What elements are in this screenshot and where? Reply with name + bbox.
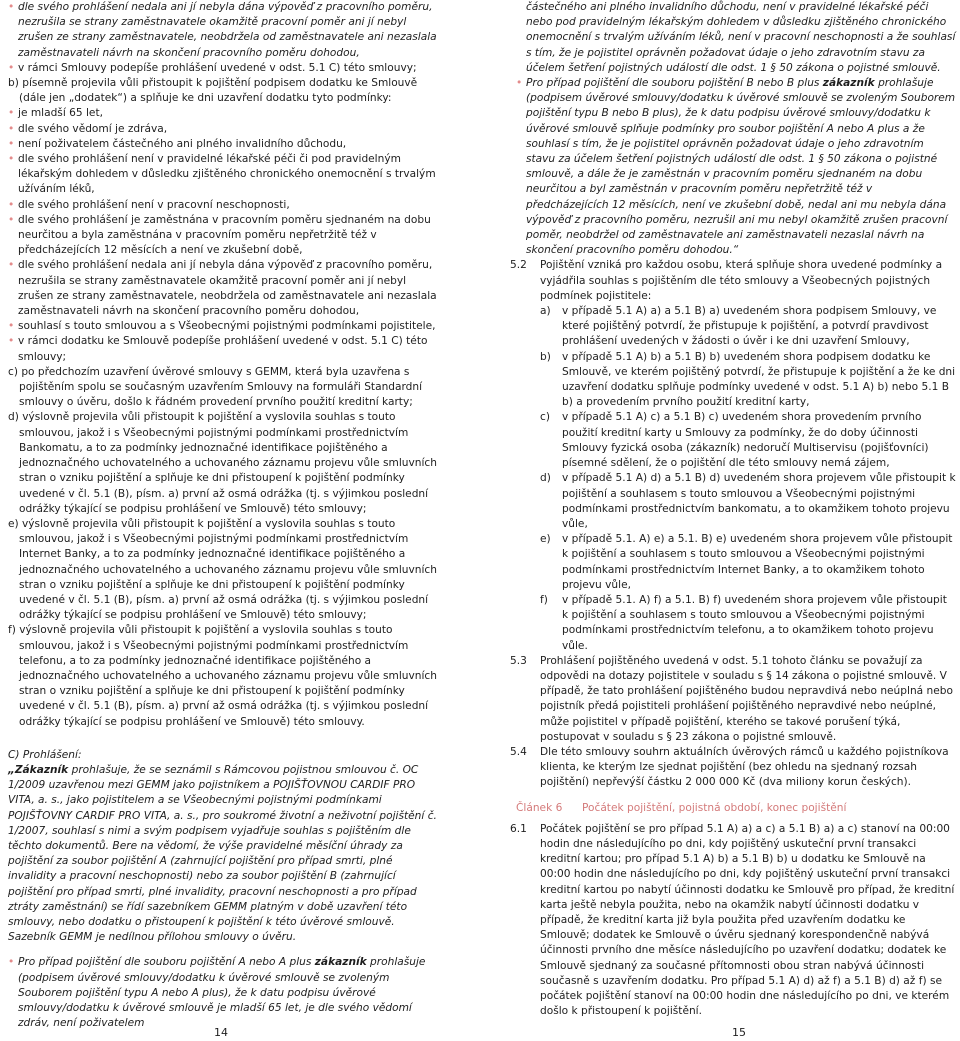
section-text bbox=[540, 258, 956, 653]
list-text: v případě 5.1 A) c) a 5.1 B) c) uvedeném shora provedením prvního použití kreditní karty u Smlouvy za podmínky, že do doby účinnosti Smlouvy fyzická osoba (zákazník) nedoručí Multiservisu (pojišťovníci) písemné sdělení, že o pojištění dle této smlouvy nemá zájem, bbox=[562, 411, 929, 470]
declaration-text bbox=[8, 763, 444, 945]
right-b-post: prohlašuje (podpisem úvěrové smlouvy/dodatku k úvěrové smlouvě se zvoleným Souborem pojištění typu B nebo B plus), že k datu podpisu úvěrové smlouvy/dodatku k úvěrové smlouvě splňuje podmínky pro soubor pojištění A nebo A plus a že souhlasí s tím, že je pojistitel oprávněn požadovat údaje o jeho zdravotním stavu za účelem šetření pojistných událostí dle odst. 1 § 50 zákona o pojistné smlouvě, a dále že je zaměstnán v pracovním poměru sjednaném na dobu neurčitou a byl zaměstnán v pracovním poměru nepřetržitě též v předcházejících 12 měsících, není ve zkušební době, nedal ani mu nebyla dána výpověď z pracovního poměru, nezrušil ani mu nebyl okamžitě zrušen pracovní poměr, neobdržel od zaměstnavatele ani zaměstnavateli nezaslal návrh na skončení pracovního poměru dohodou.“ bbox=[526, 77, 956, 257]
left-top-continuation: • dle svého prohlášení nedala ani jí nebyla dána výpověď z pracovního poměru, nezrušila se strany zaměstnavatele okamžitě pracovní poměr ani jí nebyl zrušen ze strany zaměstnavatele, neobdržela od zaměstnavatele ani nezaslala zaměstnavateli návrh na skončení pracovního poměru dohodou, bbox=[8, 0, 444, 61]
section-text: Počátek pojištění se pro případ 5.1 A) a) a c) a 5.1 B) a) a c) stanoví na 00:00 hodin dne následujícího po dni, kdy pojištěný uskuteční první transakci kreditní kartou; pro případ 5.1 A) b) a 5.1 B) b) u dodatku ke Smlouvě na 00:00 hodin dne následujícího po dni, kdy pojištěný uskuteční první transakci kreditní kartou po nabytí účinnosti dodatku ke Smlouvě pro případ, že kreditní karta ještě nebyla použita, nebo na okamžik nabytí účinnosti dodatku v případě, že kreditní karta již byla použita před uzavřením dodatku ke Smlouvě; dodatek ke Smlouvě o úvěru sjednaný korespondenčně nabývá účinnosti prvního dne měsíce následujícího po uzavření dodatku; dodatek ke Smlouvě sjednaný za současné přítomnosti obou stran nabývá účinnosti současně s uzavřením dodatku. Pro případ 5.1 A) d) až f) a 5.1 B) d) až f) se počátek pojištění stanoví na 00:00 hodin dne následujícího po dni, ve kterém došlo k přistoupení k pojištění. bbox=[540, 822, 955, 1018]
list-item: • dle svého prohlášení je zaměstnána v pracovním poměru sjednaném na dobu neurčitou a byla zaměstnána v pracovním poměru nepřetržitě též v předcházejících 12 měsících a není ve zkušební době, bbox=[8, 213, 444, 259]
list-text: v případě 5.1. A) f) a 5.1. B) f) uvedeném shora projevem vůle přistoupit k pojištění a souhlasem s touto smlouvou a Všeobecnými pojistnými podmínkami prostřednictvím telefonu, a to okamžikem tohoto projevu vůle. bbox=[562, 593, 947, 652]
list-letter: c) bbox=[540, 411, 550, 424]
left-item-f: f) výslovně projevila vůli přistoupit k pojištění a vyslovila souhlas s touto smlouvou, jakož i s Všeobecnými pojistnými podmínkami prostřednictvím telefonu, a to za podmínky jednoznačné identifikace pojištěného a jednoznačného uchovatelného a uchovaného záznamu projevu vůle smluvních stran o vzniku pojištění a splňuje ke dni přistoupení k pojištění podmínky uvedené v čl. 5.1 (B), písm. a) první až osmá odrážka (tj. s výjimkou poslední odrážky týkající se podpisu prohlášení ve Smlouvě) této smlouvy. bbox=[8, 624, 437, 728]
list-item bbox=[540, 593, 956, 654]
left-item-d: d) výslovně projevila vůli přistoupit k pojištění a vyslovila souhlas s touto smlouvou, jakož i s Všeobecnými pojistnými podmínkami prostřednictvím Bankomatu, a to za podmínky jednoznačné identifikace pojištěného a jednoznačného uchovatelného a uchovaného záznamu projevu vůle smluvních stran o vzniku pojištění a splňuje ke dni přistoupení k pojištění podmínky uvedené v čl. 5.1 (B), písm. a) první až osmá odrážka (tj. s výjimkou poslední odrážky týkající se podpisu prohlášení ve Smlouvě) této smlouvy; bbox=[8, 411, 437, 515]
section-number: 5.2 bbox=[510, 259, 527, 272]
section-5-2 bbox=[510, 258, 956, 653]
left-last-pre: Pro případ pojištění dle souboru pojištění A nebo A plus bbox=[18, 956, 315, 969]
list-item: • v rámci dodatku ke Smlouvě podepíše prohlášení uvedené v odst. 5.1 C) této smlouvy; bbox=[8, 334, 444, 364]
page-number-right: 15 bbox=[732, 1026, 746, 1039]
list-item: • dle svého prohlášení nedala ani jí nebyla dána výpověď z pracovního poměru, nezrušila se strany zaměstnavatele okamžitě pracovní poměr ani jí nebyl zrušen ze strany zaměstnavatele, neobdržela od zaměstnavatele ani nezaslala zaměstnavateli návrh na skončení pracovního poměru dohodou, bbox=[8, 258, 444, 319]
list-item: • dle svého prohlášení není v pravidelné lékařské péči či pod pravidelným lékařským dohledem v důsledku zjištěného chronického onemocnění s trvalým užíváním léků, bbox=[8, 152, 444, 198]
list-item: • dle svého prohlášení není v pracovní neschopnosti, bbox=[8, 198, 444, 213]
list-text: v případě 5.1 A) d) a 5.1 B) d) uvedeném shora projevem vůle přistoupit k pojištění a souhlasem s touto smlouvou a Všeobecnými pojistnými podmínkami prostřednictvím bankomatu, a to okamžikem tohoto projevu vůle, bbox=[562, 472, 956, 530]
list-item: • je mladší 65 let, bbox=[8, 106, 444, 121]
right-page bbox=[510, 0, 956, 1019]
left-last-bullet bbox=[8, 955, 444, 1031]
section-5-2-text: Pojištění vzniká pro každou osobu, která splňuje shora uvedené podmínky a vyjádřila souhlas s pojištěním dle této smlouvy a Všeobecných pojistných podmínek pojistitele: bbox=[540, 259, 943, 302]
right-top-continuation: částečného ani plného invalidního důchodu, není v pravidelné lékařské péči nebo pod pravidelným lékařským dohledem v důsledku zjištěného chronického onemocnění s trvalým užíváním léků, není v pracovní neschopnosti a že souhlasí s tím, že je pojistitel oprávněn požadovat údaje o jeho zdravotním stavu za účelem šetření pojistných událostí dle odst. 1 § 50 zákona o pojistné smlouvě. bbox=[526, 1, 956, 74]
section-number: 5.3 bbox=[510, 654, 527, 667]
list-item: • souhlasí s touto smlouvou a s Všeobecnými pojistnými podmínkami pojistitele, bbox=[8, 319, 444, 334]
right-b-bold: zákazník bbox=[822, 77, 875, 90]
left-last-post: prohlašuje (podpisem úvěrové smlouvy/dodatku k úvěrové smlouvě se zvoleným Souborem pojištění typu A nebo A plus), že k datu podpisu úvěrové smlouvy/dodatku k úvěrové smlouvě je mladší 65 let, je dle svého vědomí zdráv, není poživatelem bbox=[18, 956, 426, 1030]
right-b-pre: Pro případ pojištění dle souboru pojištění B nebo B plus bbox=[526, 77, 823, 90]
list-letter: e) bbox=[540, 533, 551, 546]
left-page bbox=[8, 0, 444, 1031]
list-item bbox=[540, 304, 956, 350]
left-item-c: c) po předchozím uzavření úvěrové smlouvy s GEMM, která byla uzavřena s pojištěním spolu se současným uzavřením Smlouvy na formuláři Standardní smlouvy o úvěru, došlo k řádném provedení prvního použití kreditní karty; bbox=[8, 365, 423, 409]
article-heading bbox=[516, 801, 956, 816]
section-number: 5.4 bbox=[510, 745, 527, 758]
section-number: 6.1 bbox=[510, 822, 527, 835]
list-item bbox=[540, 471, 956, 532]
list-letter: f) bbox=[540, 593, 548, 606]
article-number: Článek 6 bbox=[516, 801, 563, 814]
left-item-b-list bbox=[8, 106, 444, 364]
list-letter: b) bbox=[540, 350, 551, 363]
list-item bbox=[540, 410, 956, 471]
section-text: Prohlášení pojištěného uvedená v odst. 5.1 tohoto článku se považují za odpovědi na dotazy pojistitele v souladu s § 14 zákona o pojistné smlouvě. V případě, že tato prohlášení pojištěného budou nepravdivá nebo neúplná nebo pojistník předá pojistiteli prohlášení pojištěného nepravdivé nebo neúplné, může pojistitel v případě pojištění, kterého se takové porušení týká, postupovat v souladu s § 23 zákona o pojistné smlouvě. bbox=[540, 654, 953, 743]
article-title: Počátek pojištění, pojistná období, konec pojištění bbox=[582, 801, 847, 814]
right-bullet-b bbox=[516, 76, 956, 258]
declaration-heading: C) Prohlášení: bbox=[8, 748, 82, 761]
list-item bbox=[540, 350, 956, 411]
list-text: v případě 5.1 A) b) a 5.1 B) b) uvedeném shora podpisem dodatku ke Smlouvě, ve kterém pojištěný potvrdí, že přistupuje k pojištění a že ke dni uzavření dodatku splňuje podmínky uvedené v odst. 5.1 A) b) nebo 5.1 B b) a provedením prvního použití kreditní karty, bbox=[562, 350, 956, 409]
list-letter: d) bbox=[540, 472, 551, 485]
list-text: v případě 5.1 A) a) a 5.1 B) a) uvedeném shora podpisem Smlouvy, ve které pojištěný potvrdí, že přistupuje k pojištění, a potvrdí pravdivost prohlášení uvedených v žádosti o úvěr i ke dni uzavření Smlouvy, bbox=[562, 305, 937, 348]
list-text: v případě 5.1. A) e) a 5.1. B) e) uvedeném shora projevem vůle přistoupit k pojištění a souhlasem s touto smlouvou a Všeobecnými pojistnými podmínkami prostřednictvím Internet Banky, a to okamžikem tohoto projevu vůle, bbox=[562, 533, 953, 591]
list-letter: a) bbox=[540, 305, 551, 318]
list-item: • není poživatelem částečného ani plného invalidního důchodu, bbox=[8, 137, 444, 152]
section-6-1 bbox=[510, 822, 956, 1020]
list-item bbox=[540, 532, 956, 593]
left-last-bold: zákazník bbox=[314, 956, 367, 969]
left-item-b-heading: b) písemně projevila vůli přistoupit k pojištění podpisem dodatku ke Smlouvě (dále jen „dodatek“) a splňuje ke dni uzavření dodatku tyto podmínky: bbox=[8, 77, 418, 105]
declaration-bold: „Zákazník bbox=[8, 763, 69, 776]
left-top-bullet-sign: • v rámci Smlouvy podepíše prohlášení uvedené v odst. 5.1 C) této smlouvy; bbox=[8, 61, 444, 76]
left-item-e: e) výslovně projevila vůli přistoupit k pojištění a vyslovila souhlas s touto smlouvou, jakož i s Všeobecnými pojistnými podmínkami prostřednictvím Internet Banky, a to za podmínky jednoznačné identifikace pojištěného a jednoznačného uchovatelného a uchovaného záznamu projevu vůle smluvních stran o vzniku pojištění a splňuje ke dni přistoupení k pojištění podmínky uvedené v čl. 5.1 (B), písm. a) první až osmá odrážka (tj. s výjimkou poslední odrážky týkající se podpisu prohlášení ve Smlouvě) této smlouvy; bbox=[8, 517, 437, 622]
list-item: • dle svého vědomí je zdráva, bbox=[8, 122, 444, 137]
section-5-3 bbox=[510, 654, 956, 745]
section-text: Dle této smlouvy souhrn aktuálních úvěrových rámců u každého pojistníkova klienta, ke kterým lze sjednat pojištění (bez ohledu na sjednaný rozsah pojištění) nepřevýší částku 2 000 000 Kč (dva miliony korun českých). bbox=[540, 745, 949, 789]
page-number-left: 14 bbox=[214, 1026, 228, 1039]
section-5-4 bbox=[510, 745, 956, 791]
declaration-body: prohlašuje, že se seznámil s Rámcovou pojistnou smlouvou č. OC 1/2009 uzavřenou mezi GEMM jako pojistníkem a POJIŠŤOVNOU CARDIF PRO VITA, a. s., jako pojistitelem a se Všeobecnými pojistnými podmínkami POJIŠŤOVNY CARDIF PRO VITA, a. s., pro soukromé životní a neživotní pojištění č. 1/2007, souhlasí s nimi a svým podpisem vyjadřuje souhlas s pojištěním dle těchto dokumentů. Bere na vědomí, že výše pravidelné měsíční úhrady za pojištění za soubor pojištění A (zahrnující pojištění pro případ smrti, plné invalidity a pracovní neschopnosti) nebo za soubor pojištění B (zahrnující pojištění pro případ smrti, plné invalidity, pracovní neschopnosti a pro případ ztráty zaměstnání) se řídí sazebníkem GEMM platným v době uzavření této smlouvy, nebo dodatku o přistoupení k pojištění k této úvěrové smlouvě. Sazebník GEMM je nedílnou přílohou smlouvy o úvěru. bbox=[8, 763, 437, 944]
